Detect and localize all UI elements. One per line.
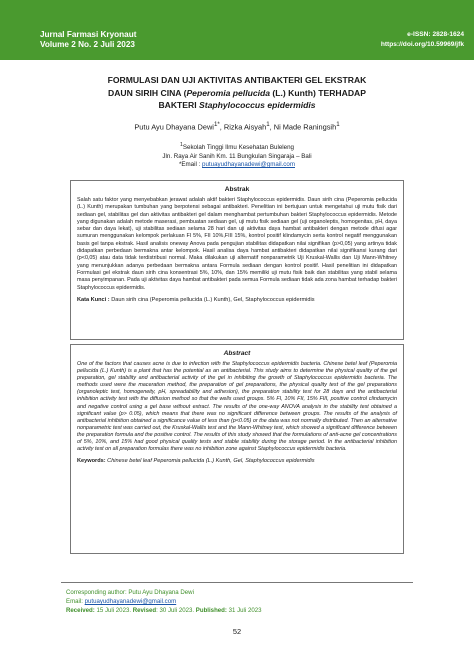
abstract-box bbox=[70, 344, 404, 554]
title-line-1: FORMULASI DAN UJI AKTIVITAS ANTIBAKTERI GEL EKSTRAK bbox=[107, 75, 367, 85]
received-date: 15 Juli 2023. bbox=[96, 607, 132, 614]
email-link[interactable]: putuayudhayanadewi@gmail.com bbox=[202, 161, 295, 169]
issn: e-ISSN: 2828-1624 bbox=[407, 31, 464, 38]
address: Jln. Raya Air Sanih Km. 11 Bungkulan Singaraja – Bali bbox=[162, 152, 312, 160]
abstrak-heading: Abstrak bbox=[224, 186, 250, 193]
author-list bbox=[40, 121, 434, 131]
doi-link[interactable]: https://doi.org/10.59969/jfk bbox=[380, 41, 464, 48]
journal-name: Jurnal Farmasi Kryonaut bbox=[40, 30, 137, 39]
footer-email-link[interactable]: putuayudhayanadewi@gmail.com bbox=[84, 598, 177, 605]
title-line-3 bbox=[60, 99, 414, 112]
title-text: DAUN SIRIH CINA ( bbox=[107, 87, 187, 98]
email-label: *Email : bbox=[178, 161, 203, 169]
journal-info bbox=[40, 30, 136, 50]
revised-label: Revised bbox=[132, 607, 157, 614]
journal-identifiers bbox=[381, 30, 464, 50]
article-dates bbox=[66, 606, 262, 615]
abstrak-body: Salah satu faktor yang menyebabkan jerawat adalah aktif bakteri Staphylococcus epidermidis. Daun sirih cina (Peperomia pellucida (L.) Kunth) merupakan tumbuhan yang berpotensi sebagai antibakteri. Penelitian ini bertujuan untuk mengetahui uji mutu fisik dari sediaan gel, stabilitas gel dan aktivitas antibakteri gel dalam menghambat pertumbuhan bakteri Staphylococcus epidermidis. Metode yang digunakan adalah metode maserasi, pembuatan sediaan gel, uji mutu fisik sediaan gel (uji organoleptis, homogenitas, pH, daya sebar dan daya lekat), uji stabilitas sediaan selama 28 hari dan uji aktivitas daya hambat antibakteri dengan metode difusi agar sumuran menggunakan kelompok perlakuan FI 5%, FII 10%,FIII 15%, kontrol positif klindamycin serta kontrol negatif menggunakan basis gel tanpa ekstrak. Hasil analisis oneway Anova pada pengujian stabilitas didapatkan nilai signifikan (p>0,05) yang artinya tidak didapatkan perbedaan bermakna antar kelompok. Hasil analisa daya hambat antibakteri didapatkan nilai signifikansi kurang dari (p<0,05) atau data tidak terdistribusi normal. Maka dilakukan uji alternatif nonparametrik Uji Kruskal-Wallis dan Uji Mann-Whitney yang menunjukkan adanya perbedaan bermakna antara Formula sediaan dengan kontrol positif. Hasil penelitian ini didapatkan Formulasi gel ekstrak daun sirih cina konsentrasi 5%, 10%, dan 15% memiliki uji mutu fisik baik dan stabilitas yang stabil selama masa penyimpanan. Pada uji aktivitas daya hambat antibakteri pada semua Formula sediaan tidak ada zona hambat terhadap bakteri Staphylococcus epidermidis. bbox=[77, 197, 397, 291]
title-text: (L.) Kunth) TERHADAP bbox=[270, 87, 366, 98]
received-label: Received: bbox=[66, 607, 97, 614]
keywords bbox=[77, 458, 397, 465]
abstrak-box bbox=[70, 180, 404, 340]
published-date: 31 Juli 2023 bbox=[226, 607, 262, 614]
institution bbox=[40, 141, 434, 153]
institution-name: Sekolah Tinggi Ilmu Kesehatan Buleleng bbox=[182, 144, 294, 152]
affiliation bbox=[40, 141, 434, 170]
revised-date: : 30 Juli 2023. bbox=[156, 607, 195, 614]
author-name: Putu Ayu Dhayana Dewi bbox=[134, 122, 214, 132]
article-title bbox=[60, 74, 414, 112]
affiliation-sup: 1 bbox=[180, 142, 183, 148]
author-sup: 1 bbox=[266, 121, 270, 128]
keywords-label: Keywords: bbox=[77, 458, 108, 465]
abstract-body: One of the factors that causes acne is due to infection with the Staphylococcus epidermidis bacteria. Chinese betel leaf (Peperomia pellucida (L.) Kunth) is a plant that has the potential as an antibacterial. This study aims to determine the physical quality of the gel preparation, gel stability and antibacterial activity of the gel in inhibiting the growth of Staphylococcus epidermidis bacteria. The methods used were the maceration method, the preparation of gel preparations, the physical quality test of the gel preparations (organoleptic test, homogeneity, pH, spreadability and adhesion), the preparation stability test for 28 days and the antibacterial inhibition activity test with the diffusion method so that the wells used groups. 5% FI, 10% FII, 15% FIII, positive control clindamycin and negative control using a gel base without extract. The results of the one-way ANOVA analysis in the stability test obtained a significant value (p> 0.05), which means that there was no significant difference between groups. The results of the analysis of antibacterial inhibition obtained a significance value of less than (p<0.05) or the data was not normally distributed. Then an alternative nonparametric test was carried out, the Kruskal-Wallis test and the Mann-Whitney test, which showed a significant difference between the preparation formula and the positive control. The results of this study showed that the formulations of anti-acne gel concentrations of 5%, 10%, and 15% had good physical quality tests and stable stability during the storage period. In the antibacterial inhibition activity test on all preparation formulas there was no inhibition zone against Staphylococcus epidermidis bacteria. bbox=[77, 361, 397, 453]
kata-kunci-label: Kata Kunci : bbox=[77, 296, 112, 303]
title-line-2 bbox=[60, 87, 414, 100]
footer-email bbox=[66, 597, 262, 606]
title-species: Peperomia pellucida bbox=[186, 87, 271, 98]
abstract-heading: Abstract bbox=[223, 350, 251, 357]
title-species: Staphylococcus epidermidis bbox=[199, 100, 316, 110]
author-name: , Ni Made Raningsih bbox=[269, 122, 337, 132]
journal-volume: Volume 2 No. 2 Juli 2023 bbox=[40, 40, 135, 49]
kata-kunci bbox=[77, 297, 397, 304]
corresponding-author: Corresponding author: Putu Ayu Dhayana Dewi bbox=[66, 589, 194, 596]
title-text: BAKTERI bbox=[158, 100, 200, 110]
author-sup: 1 bbox=[336, 121, 340, 128]
page-number: 52 bbox=[232, 627, 242, 636]
footer-divider bbox=[61, 582, 413, 583]
footer-email-label: Email: bbox=[66, 598, 85, 605]
author-sup: 1* bbox=[213, 121, 220, 128]
corresponding-email bbox=[40, 161, 434, 170]
author-name: , Rizka Aisyah bbox=[219, 122, 267, 132]
keywords-text: Chinese betel leaf Peperomia pellucida (L.) Kunth, Gel, Staphylococcus epidermidis bbox=[107, 458, 315, 465]
published-label: Published: bbox=[195, 607, 227, 614]
kata-kunci-text: Daun sirih cina (Peperomia pellucida (L.) Kunth), Gel, Staphylococcus epidermidis bbox=[111, 296, 315, 303]
journal-header-bar bbox=[0, 0, 474, 60]
article-footer bbox=[66, 588, 262, 615]
